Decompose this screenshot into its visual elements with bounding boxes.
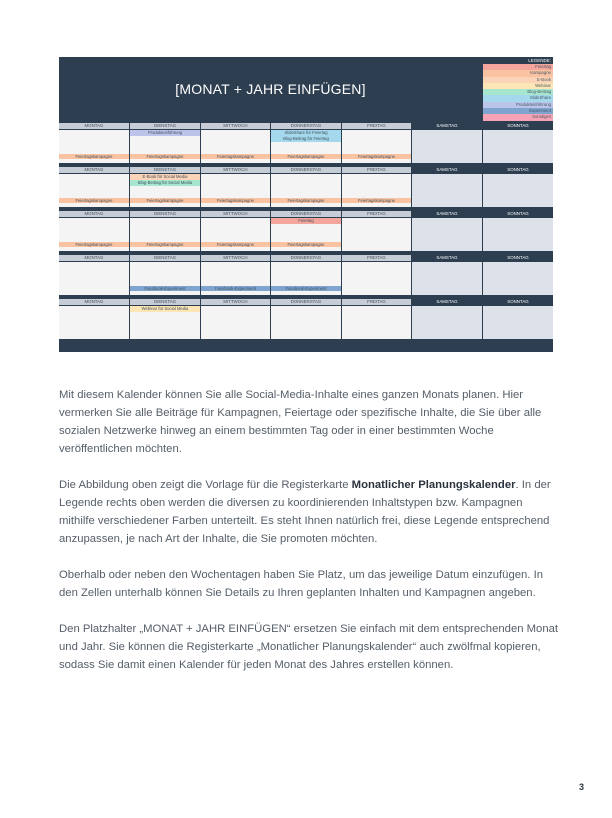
calendar-header	[59, 57, 482, 121]
calendar-week	[59, 211, 553, 254]
day-cell[interactable]	[342, 262, 411, 295]
day-header: DIENSTAG	[130, 255, 200, 261]
calendar-event[interactable]: Produkteinführung	[130, 130, 200, 136]
calendar-event[interactable]: Facebook-Experiment	[201, 286, 270, 292]
day-header: FREITAG	[342, 211, 411, 217]
legend-item: Blog-Beitrag	[483, 89, 553, 95]
day-header: DIENSTAG	[130, 211, 200, 217]
calendar-week	[59, 255, 553, 298]
body-text	[59, 386, 559, 692]
day-cell[interactable]	[483, 218, 553, 251]
calendar-event[interactable]: Feiertagskampagne	[271, 154, 341, 160]
legend-item: Webinar	[483, 83, 553, 89]
day-cell[interactable]	[412, 262, 482, 295]
day-cell[interactable]	[412, 130, 482, 163]
day-header: SAMSTAG	[412, 211, 482, 217]
paragraph-intro: Mit diesem Kalender können Sie alle Social-Media-Inhalte eines ganzen Monats planen. Hier vermerken Sie alle Beiträge für Kampagnen, Feiertage oder spezifische Inhalte, die Sie über alle sozialen Netzwerke hinweg an einem bestimmten Tag oder in einer bestimmten Woche veröffentlichen möchten.	[59, 389, 542, 455]
page-number: 3	[578, 782, 584, 792]
day-cell[interactable]	[342, 306, 411, 339]
day-cell[interactable]	[483, 306, 553, 339]
day-cell[interactable]	[483, 174, 553, 207]
day-header: MITTWOCH	[201, 255, 270, 261]
legend-item: Sonstiges	[483, 114, 553, 120]
day-header: MITTWOCH	[201, 123, 270, 129]
day-cell[interactable]	[483, 262, 553, 295]
day-cell[interactable]	[412, 218, 482, 251]
day-cell[interactable]	[412, 174, 482, 207]
day-header: SAMSTAG	[412, 167, 482, 173]
tab-name-bold: Monatlicher Planungskalender	[351, 479, 516, 491]
calendar-event[interactable]: Feiertagskampagne	[130, 242, 200, 248]
calendar-event[interactable]: Feiertagskampagne	[201, 242, 270, 248]
calendar-event[interactable]: Feiertagskampagne	[130, 154, 200, 160]
calendar-title: [MONAT + JAHR EINFÜGEN]	[175, 81, 366, 97]
day-header: FREITAG	[342, 255, 411, 261]
day-header: DONNERSTAG	[271, 167, 341, 173]
legend-item: Feiertag	[483, 64, 553, 70]
day-cell[interactable]	[342, 218, 411, 251]
paragraph-legend	[59, 476, 559, 548]
legend-item: E-Book	[483, 77, 553, 83]
day-header: DONNERSTAG	[271, 255, 341, 261]
calendar-event[interactable]: Feiertagskampagne	[59, 154, 129, 160]
day-header: DONNERSTAG	[271, 299, 341, 305]
day-header: FREITAG	[342, 123, 411, 129]
calendar-event[interactable]: Feiertagskampagne	[201, 154, 270, 160]
legend	[483, 58, 553, 121]
day-cell[interactable]	[201, 306, 270, 339]
paragraph-dates: Oberhalb oder neben den Wochentagen haben Sie Platz, um das jeweilige Datum einzufügen. In den Zellen unterhalb können Sie Details zu Ihren geplanten Inhalten und Kampagnen angeben.	[59, 569, 543, 599]
legend-title: LEGENDE:	[483, 58, 553, 64]
day-cell[interactable]	[271, 306, 341, 339]
legend-item: Kampagne	[483, 70, 553, 76]
day-header: FREITAG	[342, 299, 411, 305]
day-header: DIENSTAG	[130, 123, 200, 129]
day-header: SAMSTAG	[412, 299, 482, 305]
day-header: MITTWOCH	[201, 299, 270, 305]
calendar-event[interactable]: Feiertagskampagne	[271, 242, 341, 248]
day-header: MONTAG	[59, 167, 129, 173]
day-header: MITTWOCH	[201, 167, 270, 173]
day-header: SAMSTAG	[412, 255, 482, 261]
day-cell[interactable]	[59, 262, 129, 295]
paragraph-legend-end: . In der Legende rechts oben werden die diversen zu koordinierenden Inhaltstypen bzw. Kampagnen mithilfe verschiedener Farben unterteilt. Es steht Ihnen natürlich frei, diese Legende entsprechend anzupassen, je nach Art der Inhalte, die Sie promoten möchten.	[59, 479, 551, 545]
day-cell[interactable]	[412, 306, 482, 339]
calendar-event[interactable]: SlideShare für Feiertag	[271, 130, 341, 136]
day-header: DONNERSTAG	[271, 123, 341, 129]
day-header: MONTAG	[59, 299, 129, 305]
calendar-event[interactable]: Feiertagskampagne	[59, 242, 129, 248]
day-header: SONNTAG	[483, 123, 553, 129]
monthly-calendar	[59, 57, 553, 352]
day-header: MONTAG	[59, 255, 129, 261]
day-cell[interactable]	[483, 130, 553, 163]
calendar-event[interactable]: Feiertagskampagne	[59, 198, 129, 204]
day-header: SONNTAG	[483, 211, 553, 217]
day-header: SONNTAG	[483, 255, 553, 261]
calendar-event[interactable]: Feiertagskampagne	[342, 198, 411, 204]
calendar-event[interactable]: Facebook-Experiment	[271, 286, 341, 292]
day-header: SONNTAG	[483, 167, 553, 173]
calendar-event[interactable]: Facebook-Experiment	[130, 286, 200, 292]
paragraph-placeholder: Den Platzhalter „MONAT + JAHR EINFÜGEN“ ersetzen Sie einfach mit dem entsprechenden Monat und Jahr. Sie können die Registerkarte „Monatlicher Planungskalender“ auch zwölfmal kopieren, sodass Sie damit einen Kalender für jeden Monat des Jahres erstellen können.	[59, 623, 559, 671]
calendar-event[interactable]: Blog-Beitrag für Social Media	[130, 180, 200, 186]
day-header: MONTAG	[59, 123, 129, 129]
calendar-event[interactable]: Feiertagskampagne	[130, 198, 200, 204]
day-header: DIENSTAG	[130, 167, 200, 173]
day-header: SONNTAG	[483, 299, 553, 305]
calendar-event[interactable]: E-Book für Social Media	[130, 174, 200, 180]
calendar-event[interactable]: Feiertagskampagne	[201, 198, 270, 204]
day-header: DONNERSTAG	[271, 211, 341, 217]
calendar-event[interactable]: Blog-Beitrag für Feiertag	[271, 136, 341, 142]
calendar-week	[59, 299, 553, 342]
paragraph-legend-start: Die Abbildung oben zeigt die Vorlage für die Registerkarte	[59, 479, 352, 491]
calendar-event[interactable]: Feiertag	[271, 218, 341, 224]
legend-items	[483, 64, 553, 121]
day-header: MONTAG	[59, 211, 129, 217]
day-header: DIENSTAG	[130, 299, 200, 305]
legend-item: Produkteinführung	[483, 102, 553, 108]
calendar-event[interactable]: Feiertagskampagne	[342, 154, 411, 160]
day-header: FREITAG	[342, 167, 411, 173]
day-cell[interactable]	[59, 306, 129, 339]
calendar-week	[59, 123, 553, 166]
day-header: MITTWOCH	[201, 211, 270, 217]
calendar-week	[59, 167, 553, 210]
legend-item: SlideShare	[483, 95, 553, 101]
calendar-event[interactable]: Webinar für Social Media	[130, 306, 200, 312]
calendar-event[interactable]: Feiertagskampagne	[271, 198, 341, 204]
day-header: SAMSTAG	[412, 123, 482, 129]
legend-item: Experiment	[483, 108, 553, 114]
